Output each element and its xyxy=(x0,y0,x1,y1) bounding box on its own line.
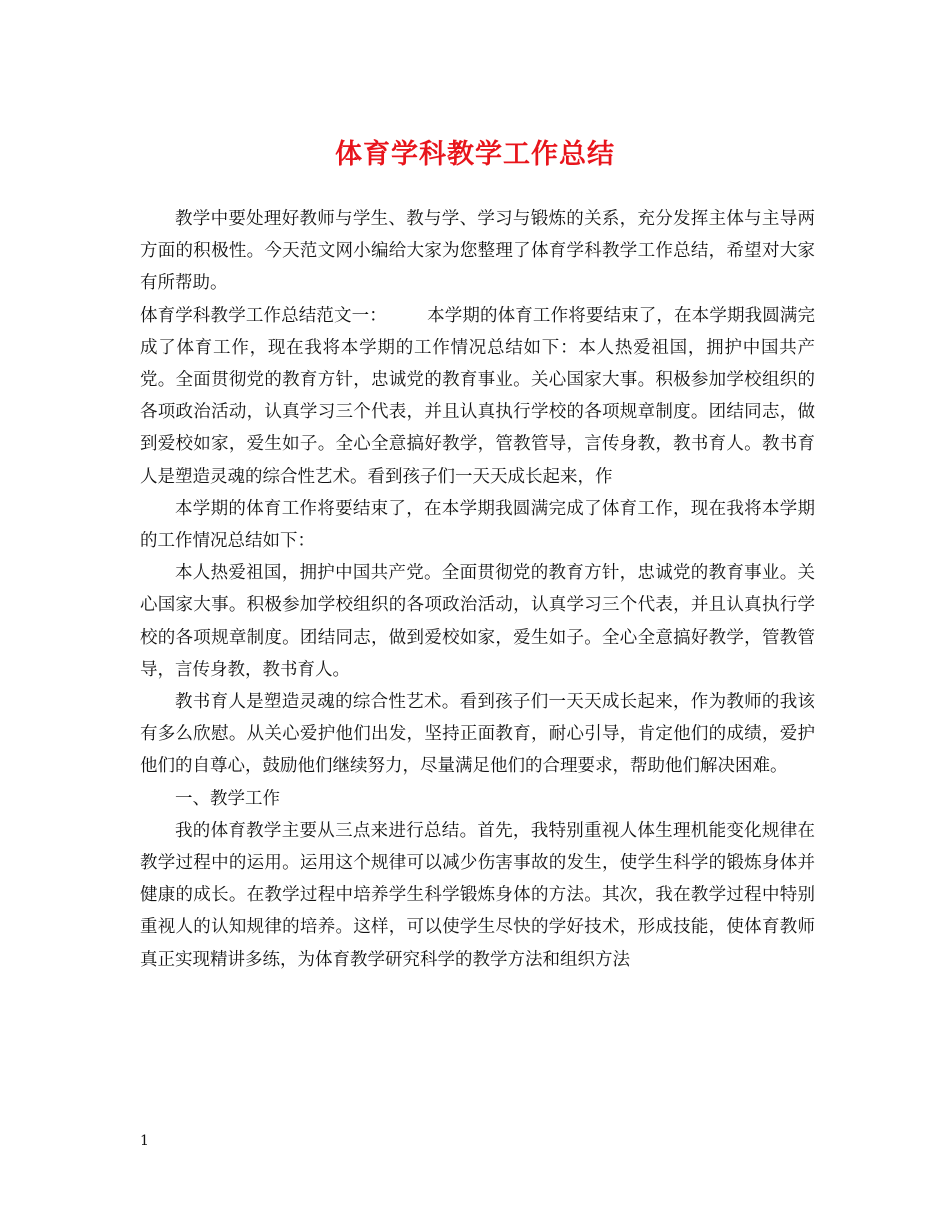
paragraph-1: 本学期的体育工作将要结束了，在本学期我圆满完成了体育工作，现在我将本学期的工作情况总结如下： xyxy=(140,498,815,552)
document-title: 体育学科教学工作总结 xyxy=(335,139,615,170)
paragraph-4: 我的体育教学主要从三点来进行总结。首先，我特别重视人体生理机能变化规律在教学过程中的运用。运用这个规律可以减少伤害事故的发生，使学生科学的锻炼身体并健康的成长。在教学过程中培养学生科学锻炼身体的方法。其次，我在教学过程中特别重视人的认知规律的培养。这样，可以使学生尽快的学好技术，形成技能，使体育教师真正实现精讲多练，为体育教学研究科学的教学方法和组织方法 xyxy=(140,820,815,970)
document-body xyxy=(140,203,815,976)
sample-paragraph xyxy=(140,300,815,493)
paragraph-3: 教书育人是塑造灵魂的综合性艺术。看到孩子们一天天成长起来，作为教师的我该有多么欣慰。从关心爱护他们出发，坚持正面教育，耐心引导，肯定他们的成绩，爱护他们的自尊心，鼓励他们继续努力，尽量满足他们的合理要求，帮助他们解决困难。 xyxy=(140,692,815,777)
sample-label: 体育学科教学工作总结范文一： xyxy=(140,305,387,326)
page-number: 1 xyxy=(140,1133,149,1149)
intro-paragraph: 教学中要处理好教师与学生、教与学、学习与锻炼的关系，充分发挥主体与主导两方面的积极性。今天范文网小编给大家为您整理了体育学科教学工作总结，希望对大家有所帮助。 xyxy=(140,209,815,294)
section-heading-teaching: 一、教学工作 xyxy=(175,788,280,809)
sample-text: 本学期的体育工作将要结束了，在本学期我圆满完成了体育工作，现在我将本学期的工作情况总结如下：本人热爱祖国，拥护中国共产党。全面贯彻党的教育方针，忠诚党的教育事业。关心国家大事。积极参加学校组织的各项政治活动，认真学习三个代表，并且认真执行学校的各项规章制度。团结同志，做到爱校如家，爱生如子。全心全意搞好教学，管教管导，言传身教，教书育人。教书育人是塑造灵魂的综合性艺术。看到孩子们一天天成长起来，作 xyxy=(140,305,816,487)
paragraph-2: 本人热爱祖国，拥护中国共产党。全面贯彻党的教育方针，忠诚党的教育事业。关心国家大事。积极参加学校组织的各项政治活动，认真学习三个代表，并且认真执行学校的各项规章制度。团结同志，做到爱校如家，爱生如子。全心全意搞好教学，管教管导，言传身教，教书育人。 xyxy=(140,563,815,680)
